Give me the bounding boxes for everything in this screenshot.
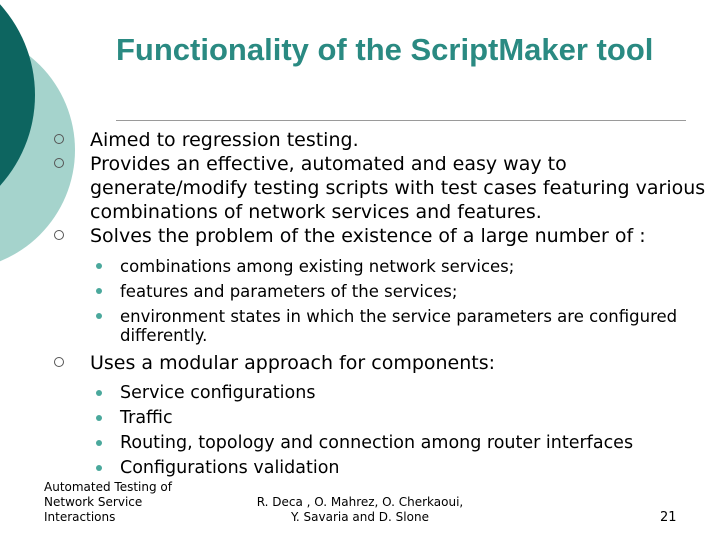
sub-bullet-text: combinations among existing network services; [120, 257, 515, 276]
sub-bullet-item [54, 279, 714, 304]
hollow-circle-bullet-icon [54, 357, 64, 367]
dot-bullet-icon [96, 440, 102, 446]
footer-authors-line: Y. Savaria and D. Slone [291, 510, 429, 524]
dot-bullet-icon [96, 288, 102, 294]
footer-authors-line: R. Deca , O. Mahrez, O. Cherkaoui, [256, 495, 464, 509]
bullet-list [54, 128, 714, 487]
dot-bullet-icon [96, 263, 102, 269]
slide-number: 21 [660, 510, 677, 525]
bullet-item [54, 224, 714, 248]
sub-bullet-text: Service configurations [120, 383, 316, 403]
hollow-circle-bullet-icon [54, 134, 64, 144]
title-divider [116, 120, 686, 121]
sub-bullet-text: Traffic [120, 408, 173, 428]
dot-bullet-icon [96, 415, 102, 421]
sub-bullet-list [54, 254, 714, 345]
sub-bullet-item [54, 456, 714, 481]
footer-authors [240, 495, 480, 525]
bullet-text: Uses a modular approach for components: [90, 352, 496, 374]
sub-bullet-text: Configurations validation [120, 458, 340, 478]
sub-bullet-list [54, 381, 714, 481]
bullet-item [54, 152, 714, 224]
slide-title: Functionality of the ScriptMaker tool [116, 32, 654, 67]
sub-bullet-item [54, 307, 714, 345]
dot-bullet-icon [96, 390, 102, 396]
sub-bullet-item [54, 254, 714, 279]
bullet-item [54, 128, 714, 152]
sub-bullet-text: Routing, topology and connection among router interfaces [120, 433, 634, 453]
bullet-text: Solves the problem of the existence of a large number of : [90, 225, 646, 247]
sub-bullet-item [54, 381, 714, 406]
bullet-item [54, 351, 714, 375]
sub-bullet-item [54, 431, 714, 456]
hollow-circle-bullet-icon [54, 158, 64, 168]
dot-bullet-icon [96, 313, 102, 319]
hollow-circle-bullet-icon [54, 230, 64, 240]
sub-bullet-text: environment states in which the service parameters are configured differently. [120, 307, 678, 345]
sub-bullet-text: features and parameters of the services; [120, 282, 458, 301]
bullet-text: Provides an effective, automated and easy way to generate/modify testing scripts with test cases featuring various combinations of network services and features. [90, 153, 706, 223]
sub-bullet-item [54, 406, 714, 431]
bullet-text: Aimed to regression testing. [90, 129, 359, 151]
footer-presentation-title: Automated Testing of Network Service Interactions [44, 480, 172, 524]
dot-bullet-icon [96, 465, 102, 471]
